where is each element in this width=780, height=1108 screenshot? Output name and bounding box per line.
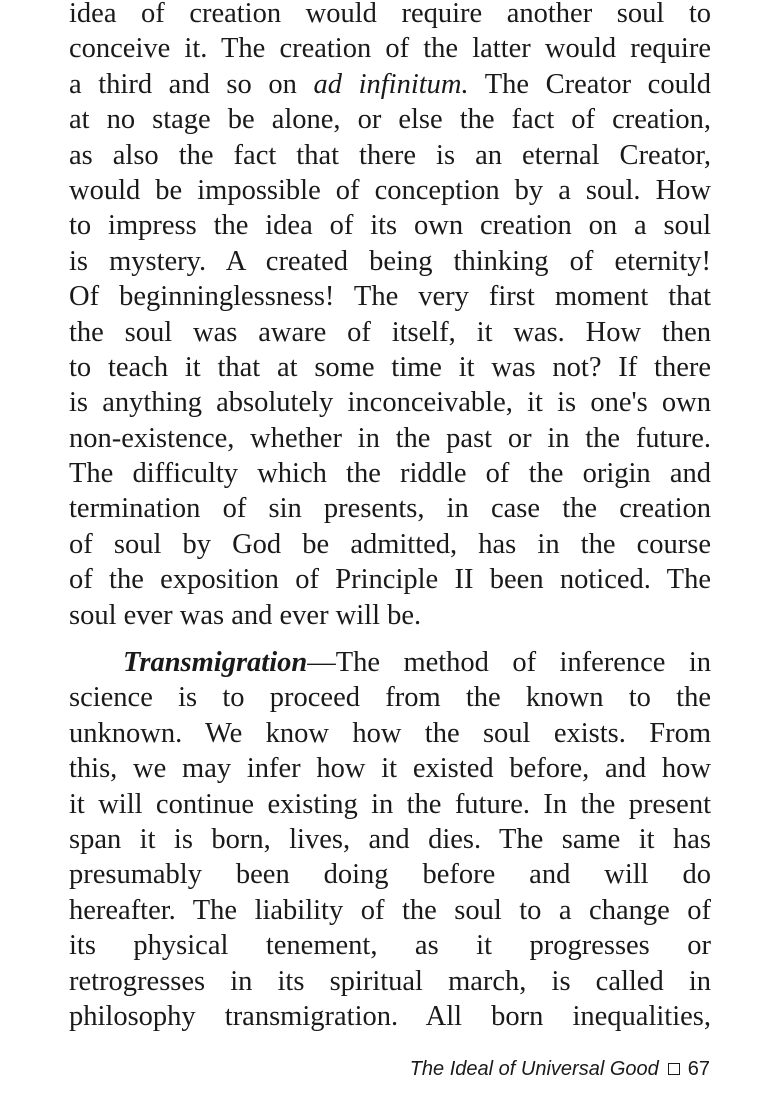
running-footer-title: The Ideal of Universal Good [409,1058,659,1080]
text-line: hereafter. The liability of the soul to a change of [69,894,711,926]
text-fragment: The Creator could [484,68,711,100]
text-line: science is to proceed from the known to the [69,682,711,714]
text-line: The difficulty which the riddle of the origin and [69,458,711,490]
text-line: idea of creation would require another soul to [69,0,711,29]
text-line: is anything absolutely inconceivable, it is one's own [69,387,711,419]
text-line: as also the fact that there is an eternal Creator, [69,139,711,171]
text-line: to impress the idea of its own creation on a soul [69,210,711,242]
text-line: it will continue existing in the future. In the present [69,788,711,820]
paragraph-creation [69,0,711,633]
text-line: to teach it that at some time it was not? If there [69,351,711,383]
page-number: 67 [687,1058,710,1080]
text-line: span it is born, lives, and dies. The same it has [69,823,711,855]
text-line [69,645,711,680]
text-line: of soul by God be admitted, has in the course [69,528,711,560]
paragraph-transmigration [69,645,711,1034]
latin-phrase: ad infinitum. [313,68,469,100]
page-footer [410,1058,710,1081]
text-line: unknown. We know how the soul exists. From [69,717,711,749]
text-line: of the exposition of Principle II been noticed. The [69,564,711,596]
square-box-icon [668,1063,680,1075]
text-line: Of beginninglessness! The very first moment that [69,281,711,313]
body-text [69,0,711,1034]
text-line: retrogresses in its spiritual march, is called in [69,965,711,997]
section-heading: Transmigration [123,647,308,679]
text-line: at no stage be alone, or else the fact of creation, [69,104,711,136]
text-fragment: a third and so on [69,68,297,100]
text-line: presumably been doing before and will do [69,859,711,891]
text-line: soul ever was and ever will be. [69,599,422,631]
text-line: the soul was aware of itself, it was. How then [69,316,711,348]
text-fragment: —The method of inference in [307,647,711,679]
paragraph-gap [69,633,711,645]
text-line: conceive it. The creation of the latter would require [69,33,711,65]
text-line: its physical tenement, as it progresses or [69,930,711,962]
text-line: non-existence, whether in the past or in the future. [69,422,711,454]
text-line [69,67,711,102]
text-line: termination of sin presents, in case the creation [69,493,711,525]
text-line: would be impossible of conception by a soul. How [69,174,711,206]
text-line: is mystery. A created being thinking of eternity! [69,245,711,277]
text-line: this, we may infer how it existed before, and how [69,753,711,785]
text-line: philosophy transmigration. All born inequalities, [69,1000,711,1032]
